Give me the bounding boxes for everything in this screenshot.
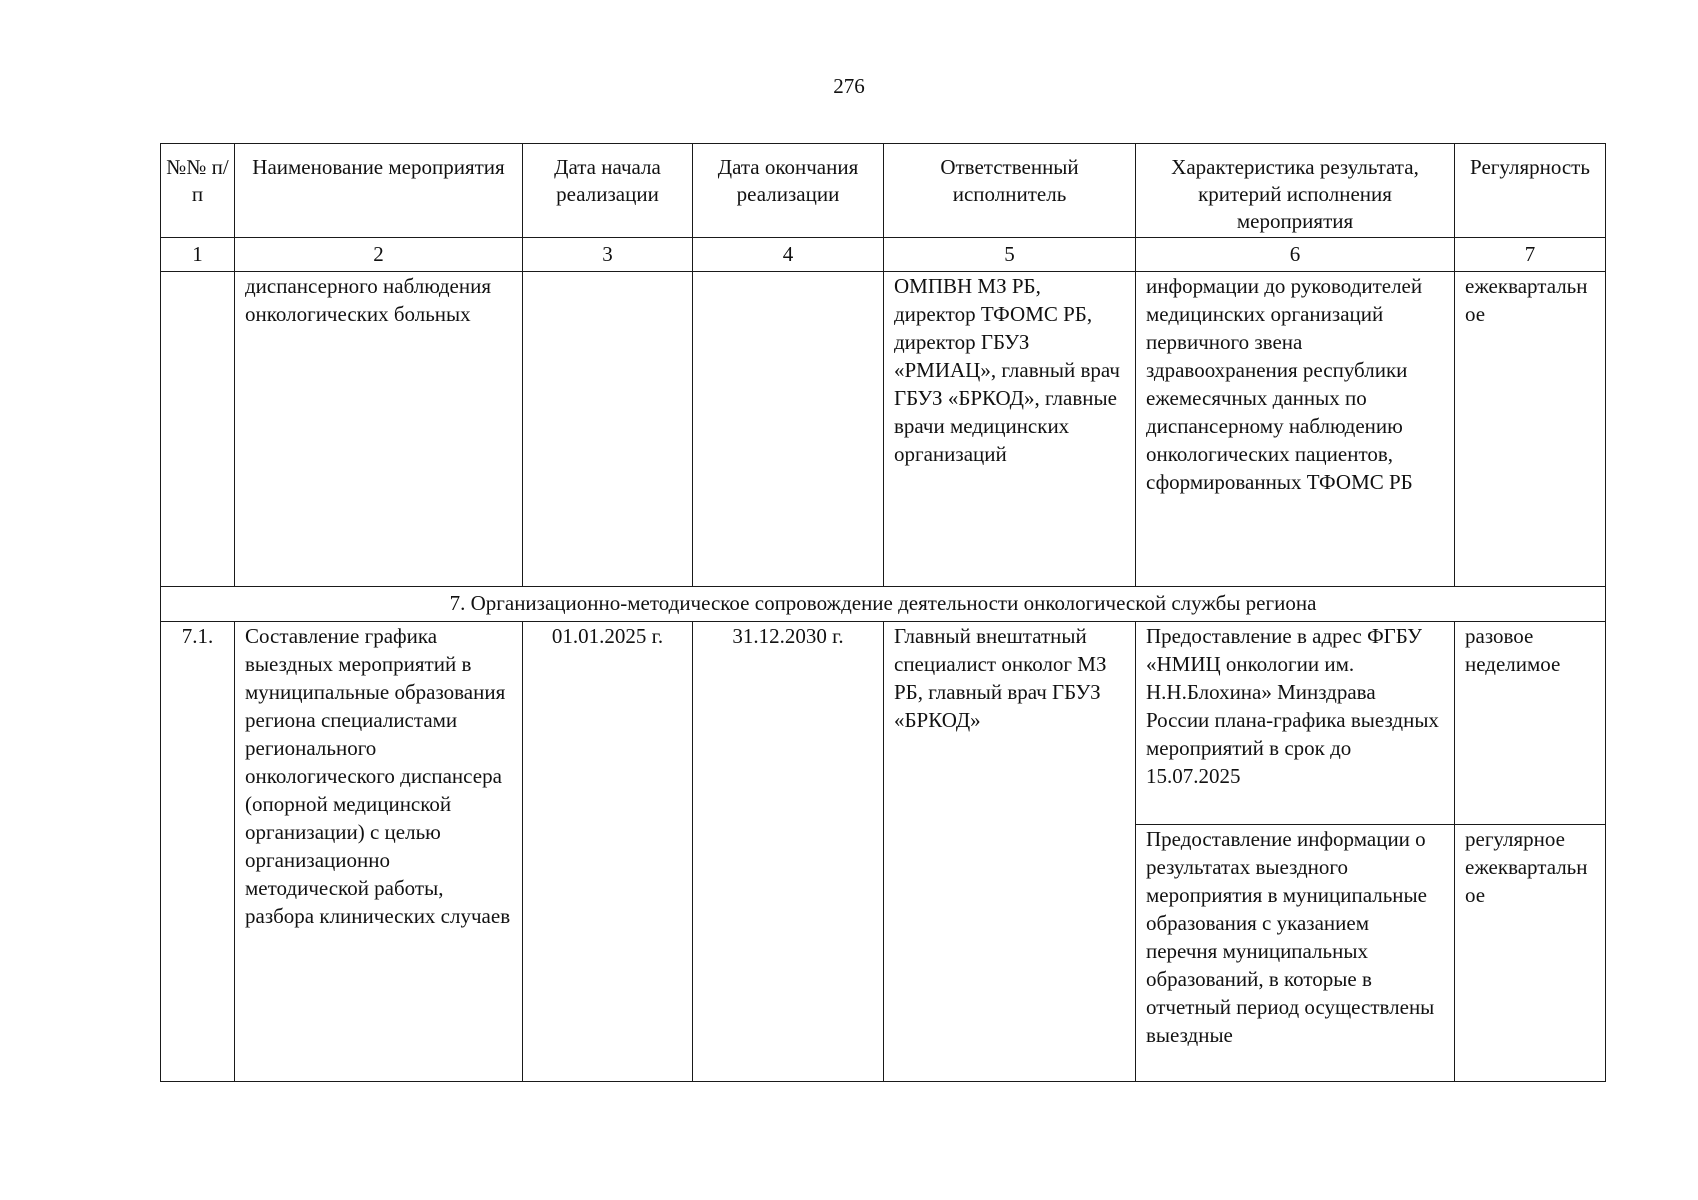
result-characteristic: Предоставление в адрес ФГБУ «НМИЦ онкологии им. Н.Н.Блохина» Минздрава России плана-графика выездных мероприятий в срок до 15.07.2025 <box>1136 622 1455 825</box>
column-number: 1 <box>161 238 235 272</box>
start-date: 01.01.2025 г. <box>523 622 693 1082</box>
table-row <box>161 622 1606 825</box>
responsible-executor: Главный внештатный специалист онколог МЗ РБ, главный врач ГБУЗ «БРКОД» <box>884 622 1136 1082</box>
column-header-regularity: Регулярность <box>1455 144 1606 238</box>
column-number: 7 <box>1455 238 1606 272</box>
table-row <box>161 272 1606 587</box>
column-header-result: Характеристика результата, критерий исполнения мероприятия <box>1136 144 1455 238</box>
column-numbers-row <box>161 238 1606 272</box>
column-number: 5 <box>884 238 1136 272</box>
regularity: регулярное ежеквартальное <box>1455 825 1606 1082</box>
table-header-row <box>161 144 1606 238</box>
end-date: 31.12.2030 г. <box>693 622 884 1082</box>
regularity: разовое неделимое <box>1455 622 1606 825</box>
column-number: 2 <box>235 238 523 272</box>
column-number: 4 <box>693 238 884 272</box>
row-number <box>161 272 235 587</box>
page-number: 276 <box>833 74 865 98</box>
action-plan-table <box>160 143 1606 1082</box>
column-header-number: №№ п/п <box>161 144 235 238</box>
column-number: 6 <box>1136 238 1455 272</box>
section-heading-row <box>161 587 1606 622</box>
section-title: 7. Организационно-методическое сопровождение деятельности онкологической службы региона <box>161 587 1606 622</box>
responsible-executor: ОМПВН МЗ РБ, директор ТФОМС РБ, директор ГБУЗ «РМИАЦ», главный врач ГБУЗ «БРКОД», главные врачи медицинских организаций <box>884 272 1136 587</box>
result-characteristic: Предоставление информации о результатах выездного мероприятия в муниципальные образования с указанием перечня муниципальных образований, в которые в отчетный период осуществлены выездные <box>1136 825 1455 1082</box>
activity-name: Составление графика выездных мероприятий в муниципальные образования региона специалистами регионального онкологического диспансера (опорной медицинской организации) с целью организационно методической работы, разбора клинических случаев <box>235 622 523 1082</box>
activity-name: диспансерного наблюдения онкологических больных <box>235 272 523 587</box>
column-header-name: Наименование мероприятия <box>235 144 523 238</box>
column-header-end-date: Дата окончания реализации <box>693 144 884 238</box>
column-header-start-date: Дата начала реализации <box>523 144 693 238</box>
result-characteristic: информации до руководителей медицинских организаций первичного звена здравоохранения республики ежемесячных данных по диспансерному наблюдению онкологических пациентов, сформированных ТФОМС РБ <box>1136 272 1455 587</box>
regularity: ежеквартальное <box>1455 272 1606 587</box>
end-date <box>693 272 884 587</box>
row-number: 7.1. <box>161 622 235 1082</box>
start-date <box>523 272 693 587</box>
column-header-responsible: Ответственный исполнитель <box>884 144 1136 238</box>
column-number: 3 <box>523 238 693 272</box>
